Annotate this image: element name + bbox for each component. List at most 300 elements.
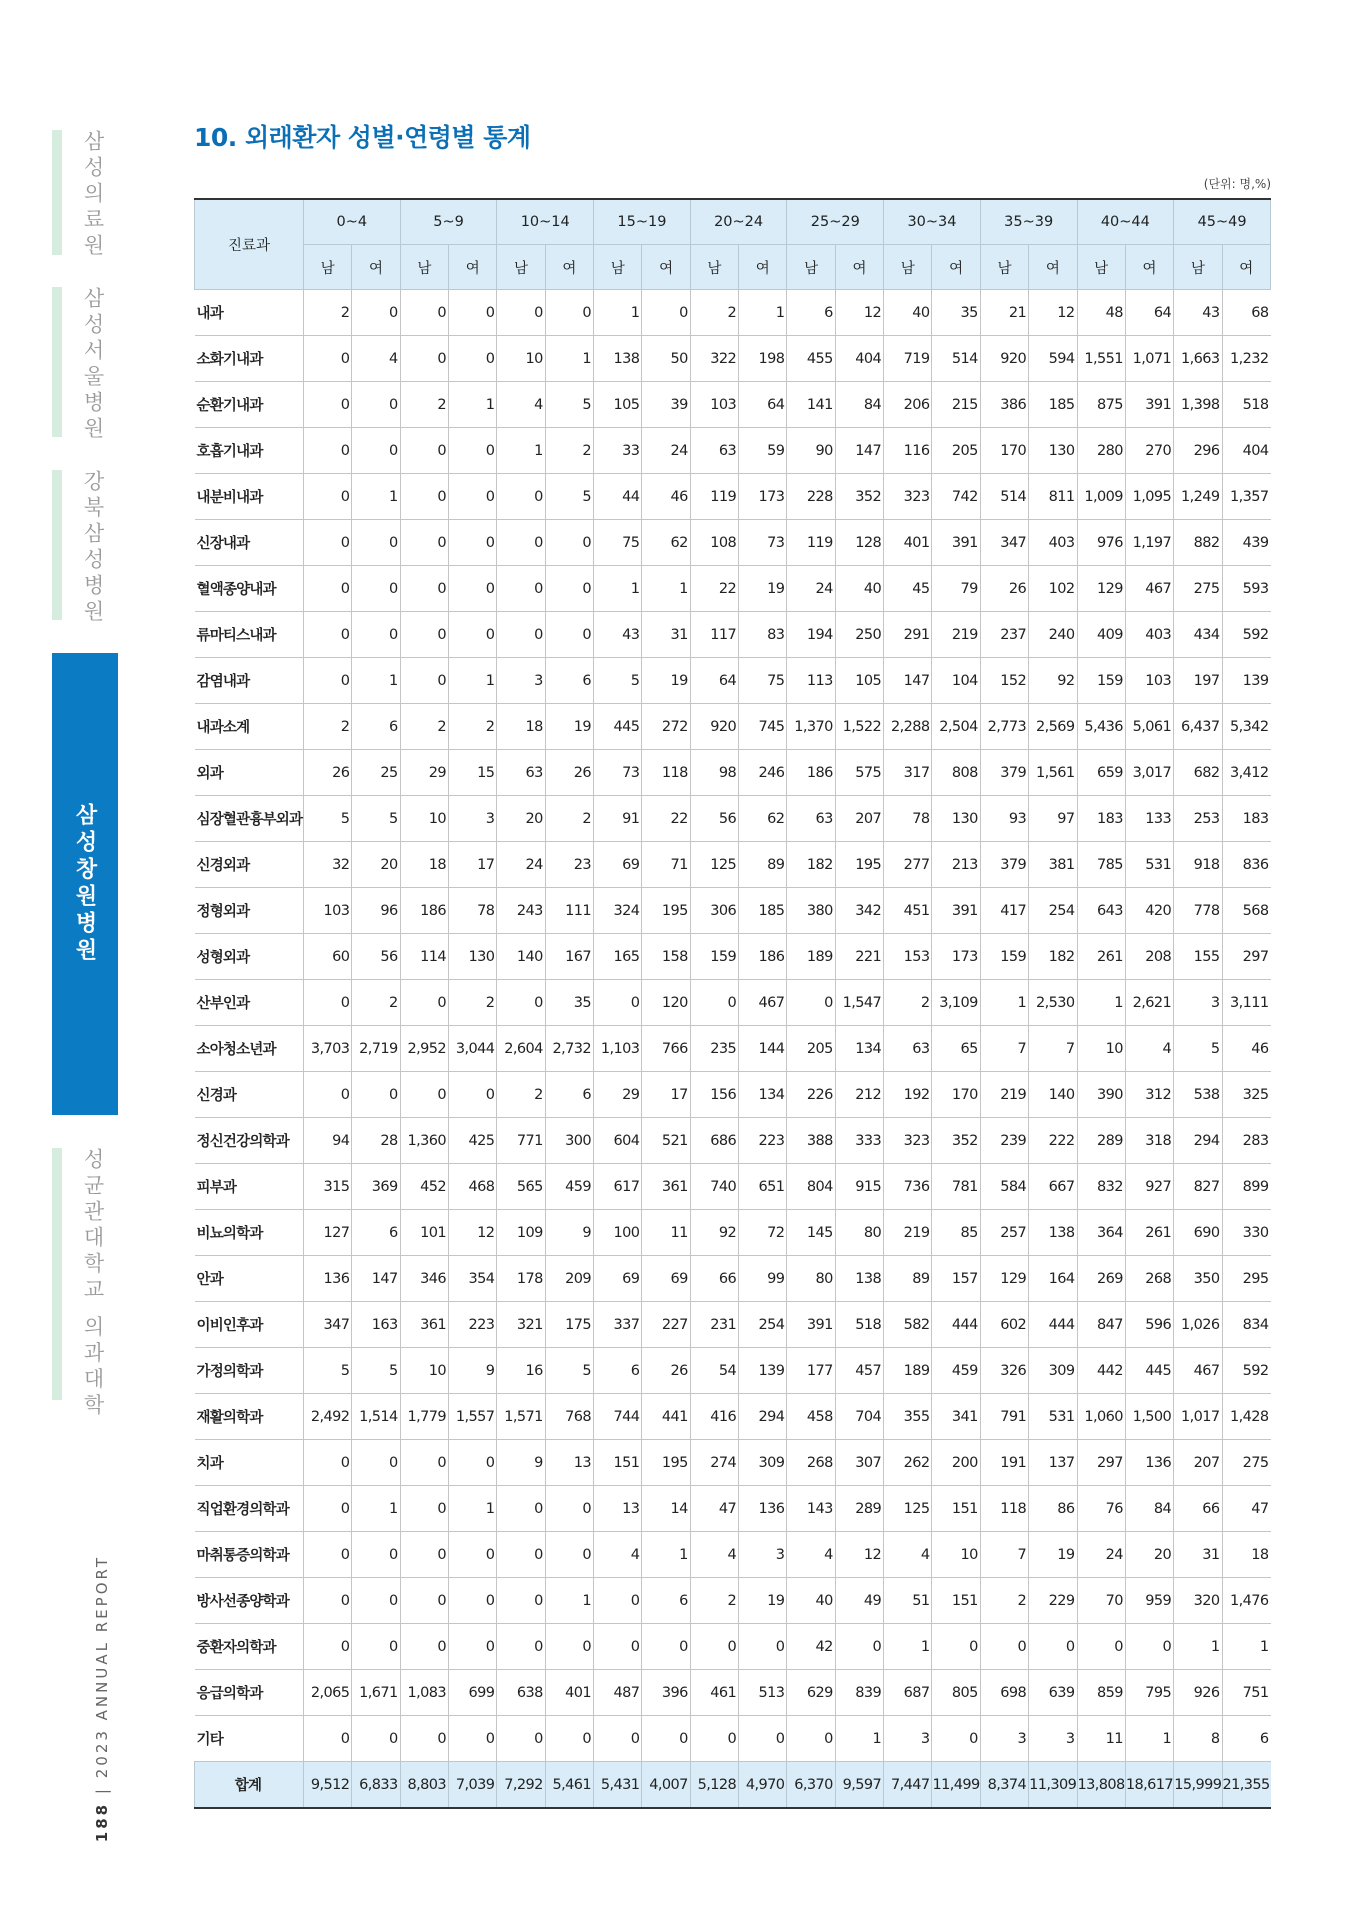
count-cell: 391 <box>787 1302 835 1348</box>
count-cell: 1 <box>449 382 497 428</box>
count-cell: 86 <box>1029 1486 1077 1532</box>
count-cell: 0 <box>449 290 497 336</box>
count-cell: 2 <box>400 704 448 750</box>
count-cell: 445 <box>1125 1348 1173 1394</box>
count-cell: 291 <box>884 612 932 658</box>
count-cell: 0 <box>449 1624 497 1670</box>
count-cell: 138 <box>594 336 642 382</box>
count-cell: 596 <box>1125 1302 1173 1348</box>
count-cell: 186 <box>787 750 835 796</box>
count-cell: 2,952 <box>400 1026 448 1072</box>
page-title: 10. 외래환자 성별·연령별 통계 <box>194 123 531 152</box>
sidebar-tab-bar <box>52 1148 62 1400</box>
count-cell: 246 <box>739 750 787 796</box>
count-cell: 207 <box>835 796 883 842</box>
count-cell: 170 <box>980 428 1028 474</box>
dept-name: 순환기내과 <box>195 382 304 428</box>
count-cell: 1,360 <box>400 1118 448 1164</box>
count-cell: 0 <box>497 980 545 1026</box>
count-cell: 315 <box>304 1164 352 1210</box>
table-row <box>195 290 1271 336</box>
count-cell: 651 <box>739 1164 787 1210</box>
count-cell: 1,779 <box>400 1394 448 1440</box>
table-row <box>195 704 1271 750</box>
count-cell: 289 <box>1077 1118 1125 1164</box>
count-cell: 18,617 <box>1125 1762 1173 1809</box>
table-row <box>195 1302 1271 1348</box>
count-cell: 92 <box>1029 658 1077 704</box>
age-group-header: 20~24 <box>690 199 787 245</box>
count-cell: 0 <box>449 336 497 382</box>
count-cell: 80 <box>787 1256 835 1302</box>
count-cell: 83 <box>739 612 787 658</box>
count-cell: 1,232 <box>1222 336 1270 382</box>
count-cell: 269 <box>1077 1256 1125 1302</box>
count-cell: 231 <box>690 1302 738 1348</box>
count-cell: 307 <box>835 1440 883 1486</box>
count-cell: 221 <box>835 934 883 980</box>
count-cell: 4 <box>787 1532 835 1578</box>
count-cell: 1,514 <box>352 1394 400 1440</box>
count-cell: 1 <box>352 658 400 704</box>
count-cell: 170 <box>932 1072 980 1118</box>
count-cell: 592 <box>1222 1348 1270 1394</box>
count-cell: 0 <box>739 1716 787 1762</box>
dept-name: 호흡기내과 <box>195 428 304 474</box>
sex-header-row <box>195 245 1271 290</box>
count-cell: 118 <box>642 750 690 796</box>
count-cell: 254 <box>739 1302 787 1348</box>
count-cell: 976 <box>1077 520 1125 566</box>
count-cell: 766 <box>642 1026 690 1072</box>
count-cell: 4 <box>497 382 545 428</box>
count-cell: 8,374 <box>980 1762 1028 1809</box>
count-cell: 659 <box>1077 750 1125 796</box>
count-cell: 0 <box>304 336 352 382</box>
count-cell: 1 <box>594 290 642 336</box>
count-cell: 270 <box>1125 428 1173 474</box>
count-cell: 7 <box>1029 1026 1077 1072</box>
count-cell: 388 <box>787 1118 835 1164</box>
count-cell: 138 <box>835 1256 883 1302</box>
count-cell: 183 <box>1222 796 1270 842</box>
count-cell: 195 <box>642 1440 690 1486</box>
count-cell: 5,342 <box>1222 704 1270 750</box>
dept-name: 심장혈관흉부외과 <box>195 796 304 842</box>
count-cell: 2,288 <box>884 704 932 750</box>
dept-name: 합계 <box>195 1762 304 1809</box>
count-cell: 47 <box>690 1486 738 1532</box>
count-cell: 0 <box>400 1440 448 1486</box>
count-cell: 240 <box>1029 612 1077 658</box>
dept-name: 신경외과 <box>195 842 304 888</box>
count-cell: 136 <box>1125 1440 1173 1486</box>
count-cell: 5,061 <box>1125 704 1173 750</box>
count-cell: 0 <box>304 428 352 474</box>
count-cell: 182 <box>1029 934 1077 980</box>
count-cell: 194 <box>787 612 835 658</box>
count-cell: 3 <box>884 1716 932 1762</box>
count-cell: 1,398 <box>1174 382 1222 428</box>
count-cell: 114 <box>400 934 448 980</box>
count-cell: 239 <box>980 1118 1028 1164</box>
count-cell: 100 <box>594 1210 642 1256</box>
count-cell: 68 <box>1222 290 1270 336</box>
count-cell: 0 <box>1125 1624 1173 1670</box>
count-cell: 63 <box>787 796 835 842</box>
age-group-header: 25~29 <box>787 199 884 245</box>
count-cell: 9 <box>449 1348 497 1394</box>
count-cell: 0 <box>400 336 448 382</box>
count-cell: 441 <box>642 1394 690 1440</box>
count-cell: 2,621 <box>1125 980 1173 1026</box>
count-cell: 7 <box>980 1026 1028 1072</box>
count-cell: 129 <box>1077 566 1125 612</box>
count-cell: 667 <box>1029 1164 1077 1210</box>
count-cell: 0 <box>642 1624 690 1670</box>
count-cell: 513 <box>739 1670 787 1716</box>
count-cell: 0 <box>352 1716 400 1762</box>
table-row <box>195 1210 1271 1256</box>
count-cell: 2,773 <box>980 704 1028 750</box>
count-cell: 333 <box>835 1118 883 1164</box>
count-cell: 531 <box>1029 1394 1077 1440</box>
female-header: 여 <box>1222 245 1270 290</box>
count-cell: 163 <box>352 1302 400 1348</box>
count-cell: 103 <box>690 382 738 428</box>
female-header: 여 <box>545 245 593 290</box>
count-cell: 325 <box>1222 1072 1270 1118</box>
count-cell: 2,492 <box>304 1394 352 1440</box>
male-header: 남 <box>1174 245 1222 290</box>
count-cell: 49 <box>835 1578 883 1624</box>
count-cell: 84 <box>835 382 883 428</box>
count-cell: 134 <box>835 1026 883 1072</box>
count-cell: 235 <box>690 1026 738 1072</box>
count-cell: 94 <box>304 1118 352 1164</box>
count-cell: 1 <box>980 980 1028 1026</box>
count-cell: 0 <box>304 1486 352 1532</box>
sidebar-tab-samsung-medical[interactable] <box>52 130 118 260</box>
count-cell: 361 <box>642 1164 690 1210</box>
count-cell: 191 <box>980 1440 1028 1486</box>
count-cell: 2 <box>449 980 497 1026</box>
count-cell: 136 <box>739 1486 787 1532</box>
count-cell: 24 <box>1077 1532 1125 1578</box>
count-cell: 1,522 <box>835 704 883 750</box>
count-cell: 12 <box>835 1532 883 1578</box>
count-cell: 182 <box>787 842 835 888</box>
table-row <box>195 934 1271 980</box>
count-cell: 1,197 <box>1125 520 1173 566</box>
count-cell: 173 <box>739 474 787 520</box>
table-row <box>195 658 1271 704</box>
count-cell: 125 <box>690 842 738 888</box>
count-cell: 18 <box>400 842 448 888</box>
count-cell: 324 <box>594 888 642 934</box>
count-cell: 514 <box>932 336 980 382</box>
count-cell: 0 <box>304 980 352 1026</box>
count-cell: 0 <box>545 1486 593 1532</box>
count-cell: 198 <box>739 336 787 382</box>
count-cell: 0 <box>304 566 352 612</box>
count-cell: 455 <box>787 336 835 382</box>
count-cell: 10 <box>400 1348 448 1394</box>
count-cell: 5 <box>545 382 593 428</box>
count-cell: 3,044 <box>449 1026 497 1072</box>
count-cell: 2 <box>545 796 593 842</box>
count-cell: 4 <box>690 1532 738 1578</box>
count-cell: 0 <box>400 1578 448 1624</box>
count-cell: 283 <box>1222 1118 1270 1164</box>
count-cell: 0 <box>545 1624 593 1670</box>
count-cell: 396 <box>642 1670 690 1716</box>
count-cell: 805 <box>932 1670 980 1716</box>
count-cell: 141 <box>787 382 835 428</box>
count-cell: 0 <box>304 382 352 428</box>
count-cell: 582 <box>884 1302 932 1348</box>
count-cell: 69 <box>642 1256 690 1302</box>
count-cell: 223 <box>739 1118 787 1164</box>
count-cell: 42 <box>787 1624 835 1670</box>
count-cell: 197 <box>1174 658 1222 704</box>
count-cell: 834 <box>1222 1302 1270 1348</box>
count-cell: 33 <box>594 428 642 474</box>
count-cell: 698 <box>980 1670 1028 1716</box>
table-row <box>195 1026 1271 1072</box>
count-cell: 593 <box>1222 566 1270 612</box>
count-cell: 417 <box>980 888 1028 934</box>
count-cell: 0 <box>449 520 497 566</box>
sidebar-tab-changwon-hospital[interactable] <box>52 653 118 1115</box>
count-cell: 768 <box>545 1394 593 1440</box>
count-cell: 521 <box>642 1118 690 1164</box>
table-row <box>195 336 1271 382</box>
count-cell: 0 <box>400 1072 448 1118</box>
sidebar-tab-seoul-hospital[interactable] <box>52 287 118 443</box>
count-cell: 1,571 <box>497 1394 545 1440</box>
count-cell: 467 <box>1125 566 1173 612</box>
count-cell: 0 <box>400 474 448 520</box>
count-cell: 0 <box>304 612 352 658</box>
count-cell: 272 <box>642 704 690 750</box>
count-cell: 882 <box>1174 520 1222 566</box>
count-cell: 323 <box>884 1118 932 1164</box>
age-group-header: 35~39 <box>980 199 1077 245</box>
count-cell: 24 <box>642 428 690 474</box>
count-cell: 185 <box>739 888 787 934</box>
count-cell: 205 <box>787 1026 835 1072</box>
count-cell: 1 <box>642 566 690 612</box>
count-cell: 0 <box>449 566 497 612</box>
count-cell: 771 <box>497 1118 545 1164</box>
count-cell: 5,128 <box>690 1762 738 1809</box>
dept-name: 내분비내과 <box>195 474 304 520</box>
count-cell: 91 <box>594 796 642 842</box>
count-cell: 35 <box>932 290 980 336</box>
dept-name: 소아청소년과 <box>195 1026 304 1072</box>
count-cell: 444 <box>1029 1302 1077 1348</box>
count-cell: 79 <box>932 566 980 612</box>
dept-name: 이비인후과 <box>195 1302 304 1348</box>
dept-name: 치과 <box>195 1440 304 1486</box>
page-footer <box>93 1555 111 1842</box>
count-cell: 379 <box>980 842 1028 888</box>
count-cell: 2 <box>545 428 593 474</box>
count-cell: 487 <box>594 1670 642 1716</box>
count-cell: 7,039 <box>449 1762 497 1809</box>
count-cell: 130 <box>1029 428 1077 474</box>
count-cell: 195 <box>835 842 883 888</box>
dept-name: 재활의학과 <box>195 1394 304 1440</box>
count-cell: 62 <box>642 520 690 566</box>
count-cell: 791 <box>980 1394 1028 1440</box>
count-cell: 105 <box>594 382 642 428</box>
count-cell: 3,703 <box>304 1026 352 1072</box>
count-cell: 1,095 <box>1125 474 1173 520</box>
count-cell: 1,547 <box>835 980 883 1026</box>
count-cell: 859 <box>1077 1670 1125 1716</box>
female-header: 여 <box>1125 245 1173 290</box>
count-cell: 23 <box>545 842 593 888</box>
count-cell: 0 <box>352 1578 400 1624</box>
sidebar-tab-kangbuk-hospital[interactable] <box>52 470 118 626</box>
count-cell: 1 <box>449 1486 497 1532</box>
count-cell: 926 <box>1174 1670 1222 1716</box>
count-cell: 322 <box>690 336 738 382</box>
count-cell: 155 <box>1174 934 1222 980</box>
count-cell: 309 <box>739 1440 787 1486</box>
count-cell: 21 <box>980 290 1028 336</box>
female-header: 여 <box>642 245 690 290</box>
count-cell: 361 <box>400 1302 448 1348</box>
count-cell: 209 <box>545 1256 593 1302</box>
count-cell: 147 <box>835 428 883 474</box>
table-row <box>195 1486 1271 1532</box>
count-cell: 8,803 <box>400 1762 448 1809</box>
count-cell: 1,009 <box>1077 474 1125 520</box>
count-cell: 11 <box>1077 1716 1125 1762</box>
count-cell: 875 <box>1077 382 1125 428</box>
count-cell: 795 <box>1125 1670 1173 1716</box>
count-cell: 409 <box>1077 612 1125 658</box>
count-cell: 0 <box>594 1578 642 1624</box>
count-cell: 144 <box>739 1026 787 1072</box>
count-cell: 4 <box>594 1532 642 1578</box>
count-cell: 5,431 <box>594 1762 642 1809</box>
count-cell: 0 <box>642 290 690 336</box>
count-cell: 147 <box>352 1256 400 1302</box>
dept-name: 피부과 <box>195 1164 304 1210</box>
count-cell: 4 <box>352 336 400 382</box>
dept-header: 진료과 <box>195 199 304 290</box>
age-group-header: 5~9 <box>400 199 497 245</box>
age-group-header: 15~19 <box>594 199 691 245</box>
count-cell: 0 <box>304 1532 352 1578</box>
count-cell: 439 <box>1222 520 1270 566</box>
sidebar-tab-label: 삼성서울병원 <box>81 287 105 443</box>
count-cell: 1,671 <box>352 1670 400 1716</box>
count-cell: 0 <box>449 1072 497 1118</box>
count-cell: 103 <box>1125 658 1173 704</box>
count-cell: 227 <box>642 1302 690 1348</box>
count-cell: 6,370 <box>787 1762 835 1809</box>
count-cell: 1,060 <box>1077 1394 1125 1440</box>
count-cell: 296 <box>1174 428 1222 474</box>
count-cell: 69 <box>594 842 642 888</box>
count-cell: 229 <box>1029 1578 1077 1624</box>
count-cell: 0 <box>497 612 545 658</box>
count-cell: 274 <box>690 1440 738 1486</box>
count-cell: 3,017 <box>1125 750 1173 796</box>
count-cell: 0 <box>497 1624 545 1670</box>
count-cell: 918 <box>1174 842 1222 888</box>
count-cell: 64 <box>739 382 787 428</box>
count-cell: 0 <box>449 1716 497 1762</box>
count-cell: 116 <box>884 428 932 474</box>
count-cell: 0 <box>400 290 448 336</box>
count-cell: 420 <box>1125 888 1173 934</box>
count-cell: 927 <box>1125 1164 1173 1210</box>
count-cell: 65 <box>932 1026 980 1072</box>
count-cell: 461 <box>690 1670 738 1716</box>
count-cell: 213 <box>932 842 980 888</box>
sidebar-tab-skku-medicine[interactable] <box>52 1148 118 1420</box>
count-cell: 352 <box>932 1118 980 1164</box>
count-cell: 19 <box>1029 1532 1077 1578</box>
count-cell: 0 <box>304 658 352 704</box>
age-group-header: 45~49 <box>1174 199 1271 245</box>
count-cell: 4,007 <box>642 1762 690 1809</box>
dept-name: 내과소계 <box>195 704 304 750</box>
count-cell: 0 <box>304 1072 352 1118</box>
count-cell: 1 <box>449 658 497 704</box>
count-cell: 416 <box>690 1394 738 1440</box>
count-cell: 8 <box>1174 1716 1222 1762</box>
count-cell: 3 <box>497 658 545 704</box>
count-cell: 24 <box>497 842 545 888</box>
male-header: 남 <box>690 245 738 290</box>
count-cell: 43 <box>594 612 642 658</box>
count-cell: 13 <box>594 1486 642 1532</box>
count-cell: 21,355 <box>1222 1762 1270 1809</box>
count-cell: 0 <box>545 1716 593 1762</box>
count-cell: 391 <box>1125 382 1173 428</box>
count-cell: 785 <box>1077 842 1125 888</box>
count-cell: 152 <box>980 658 1028 704</box>
count-cell: 31 <box>642 612 690 658</box>
count-cell: 592 <box>1222 612 1270 658</box>
count-cell: 0 <box>449 1440 497 1486</box>
count-cell: 778 <box>1174 888 1222 934</box>
count-cell: 10 <box>400 796 448 842</box>
count-cell: 350 <box>1174 1256 1222 1302</box>
table-row <box>195 888 1271 934</box>
count-cell: 0 <box>690 1716 738 1762</box>
count-cell: 40 <box>787 1578 835 1624</box>
count-cell: 254 <box>1029 888 1077 934</box>
count-cell: 70 <box>1077 1578 1125 1624</box>
count-cell: 0 <box>304 1716 352 1762</box>
count-cell: 0 <box>690 1624 738 1670</box>
table-row <box>195 750 1271 796</box>
count-cell: 1 <box>642 1532 690 1578</box>
count-cell: 6 <box>545 658 593 704</box>
count-cell: 2 <box>690 1578 738 1624</box>
count-cell: 9 <box>545 1210 593 1256</box>
count-cell: 297 <box>1077 1440 1125 1486</box>
table-row <box>195 1440 1271 1486</box>
